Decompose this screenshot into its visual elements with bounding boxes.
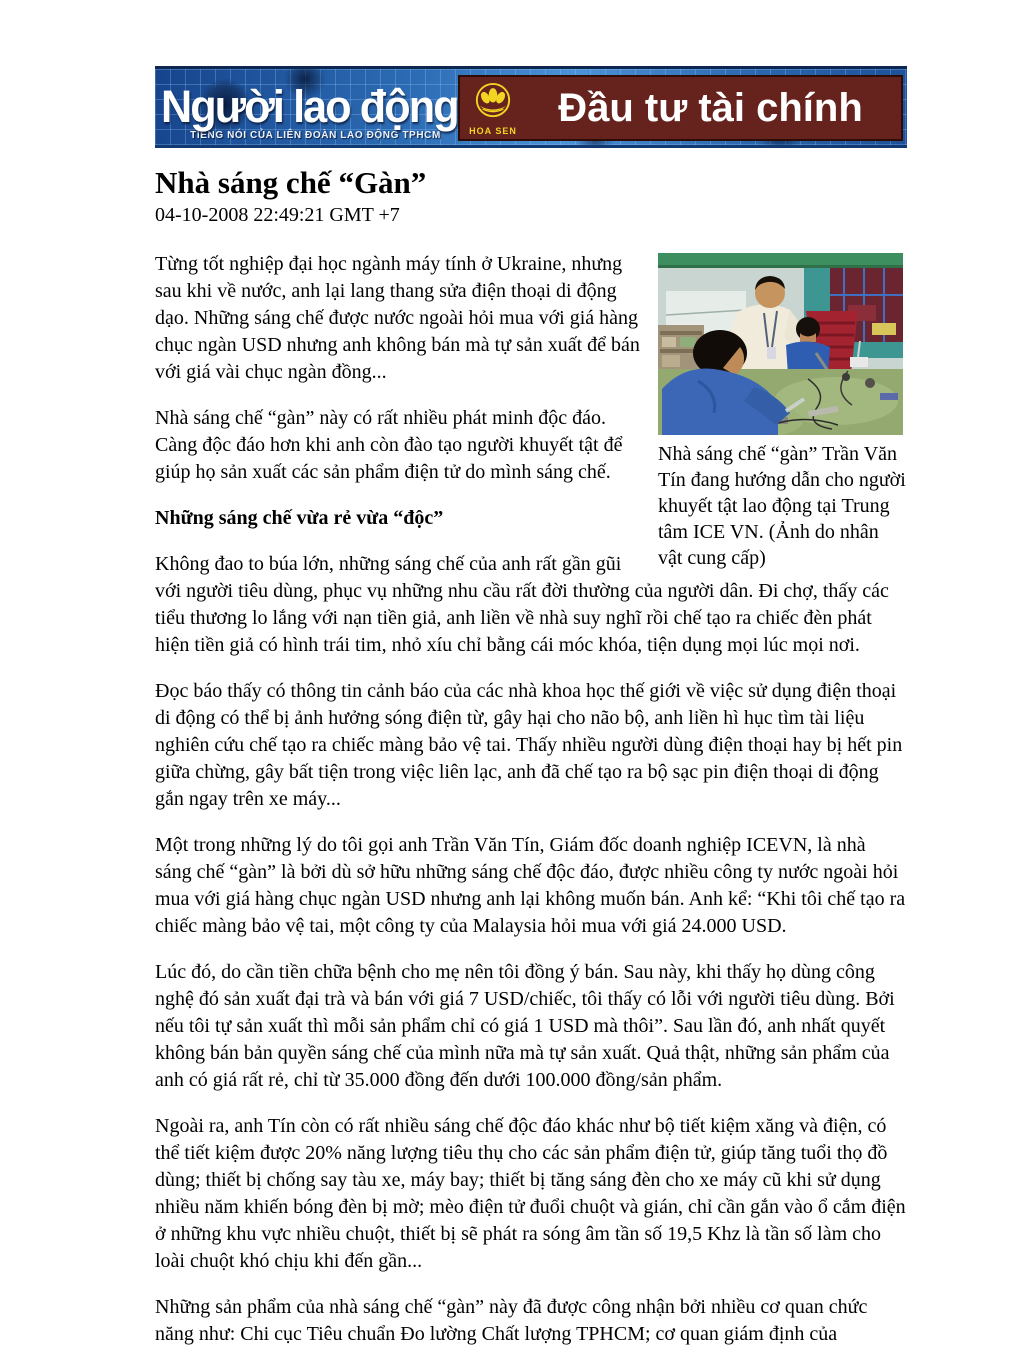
paragraph: Không đao to búa lớn, những sáng chế của anh rất gần gũi với người tiêu dùng, phục vụ những nhu cầu rất đời thường của người dân. Đi chợ, thấy các tiểu thương lo lắng với nạn tiền giả, anh liền về nhà suy nghĩ rồi chế tạo ra chiếc đèn phát hiện tiền giả có hình trái tim, nhỏ xíu chỉ bằng cái móc khóa, tiện dụng mọi lúc mọi nơi. [155,552,889,656]
hoa-sen-label: HOA SEN [469,126,517,136]
article-page [155,0,907,1348]
workshop-photo-illustration [658,253,903,435]
paragraph: Nhà sáng chế “gàn” này có rất nhiều phát minh độc đáo. Càng độc đáo hơn khi anh còn đào tạo người khuyết tật để giúp họ sản xuất các sản phẩm điện tử do mình sáng chế. [155,406,623,483]
article-title: Nhà sáng chế “Gàn” [155,165,427,200]
article-timestamp: 04-10-2008 22:49:21 GMT +7 [155,203,400,226]
paragraph: Lúc đó, do cần tiền chữa bệnh cho mẹ nên tôi đồng ý bán. Sau này, khi thấy họ dùng công nghệ đó sản xuất đại trà và bán với giá 7 USD/chiếc, tôi thấy có lỗi với người tiêu dùng. Bởi nếu tôi tự sản xuất thì mỗi sản phẩm chỉ có giá 1 USD mà thôi”. Sau lần đó, anh nhất quyết không bán bản quyền sáng chế của mình nữa mà tự sản xuất. Quả thật, những sản phẩm của anh có giá rất rẻ, chỉ từ 35.000 đồng đến dưới 100.000 đồng/sản phẩm. [155,960,895,1091]
hoa-sen-logo [460,80,526,136]
subheading: Những sáng chế vừa rẻ vừa “độc” [155,506,444,529]
lotus-icon [474,82,512,125]
article-body [155,251,907,1348]
section-banner[interactable] [458,75,903,141]
section-title: Đầu tư tài chính [558,85,863,130]
newspaper-tagline: TIẾNG NÓI CỦA LIÊN ĐOÀN LAO ĐỘNG TPHCM [190,130,441,141]
paragraph: Những sản phẩm của nhà sáng chế “gàn” này đã được công nhận bởi nhiều cơ quan chức năng như: Chi cục Tiêu chuẩn Đo lường Chất lượng TPHCM; cơ quan giám định của [155,1295,868,1345]
newspaper-logo[interactable] [161,81,470,141]
paragraph: Từng tốt nghiệp đại học ngành máy tính ở Ukraine, nhưng sau khi về nước, anh lại lang thang sửa điện thoại di động dạo. Những sáng chế được nước ngoài hỏi mua với giá hàng chục ngàn USD nhưng anh không bán mà tự sản xuất để bán với giá vài chục ngàn đồng... [155,252,640,383]
paragraph: Một trong những lý do tôi gọi anh Trần Văn Tín, Giám đốc doanh nghiệp ICEVN, là nhà sáng chế “gàn” là bởi dù sở hữu những sáng chế độc đáo, được nhiều công ty nước ngoài hỏi mua với giá hàng chục ngàn USD nhưng anh lại không muốn bán. Anh kể: “Khi tôi chế tạo ra chiếc màng bảo vệ tai, một công ty của Malaysia hỏi mua với giá 24.000 USD. [155,833,906,937]
masthead [155,66,907,148]
article-figure [658,253,907,571]
article-photo [658,253,903,435]
photo-caption: Nhà sáng chế “gàn” Trần Văn Tín đang hướng dẫn cho người khuyết tật lao động tại Trung tâm ICE VN. (Ảnh do nhân vật cung cấp) [658,442,906,569]
paragraph: Ngoài ra, anh Tín còn có rất nhiều sáng chế độc đáo khác như bộ tiết kiệm xăng và điện, có thể tiết kiệm được 20% năng lượng tiêu thụ cho các sản phẩm điện tử, giúp tăng tuổi thọ đồ dùng; thiết bị chống say tàu xe, máy bay; thiết bị tăng sáng đèn cho xe máy cũ khi sử dụng nhiều năm khiến bóng đèn bị mờ; mèo điện tử đuổi chuột và gián, chỉ cần gắn vào ổ cắm điện ở những khu vực nhiều chuột, thiết bị sẽ phát ra sóng âm tần số 19,5 Khz là tần số làm cho loài chuột khó chịu khi đến gần... [155,1114,906,1272]
paragraph: Đọc báo thấy có thông tin cảnh báo của các nhà khoa học thế giới về việc sử dụng điện thoại di động có thể bị ảnh hưởng sóng điện từ, gây hại cho não bộ, anh liền hì hục tìm tài liệu nghiên cứu chế tạo ra chiếc màng bảo vệ tai. Thấy nhiều người dùng điện thoại hay bị hết pin giữa chừng, gây bất tiện trong việc liên lạc, anh đã chế tạo ra bộ sạc pin điện thoại di động gắn ngay trên xe máy... [155,679,903,810]
newspaper-name: Người lao động [161,81,458,133]
